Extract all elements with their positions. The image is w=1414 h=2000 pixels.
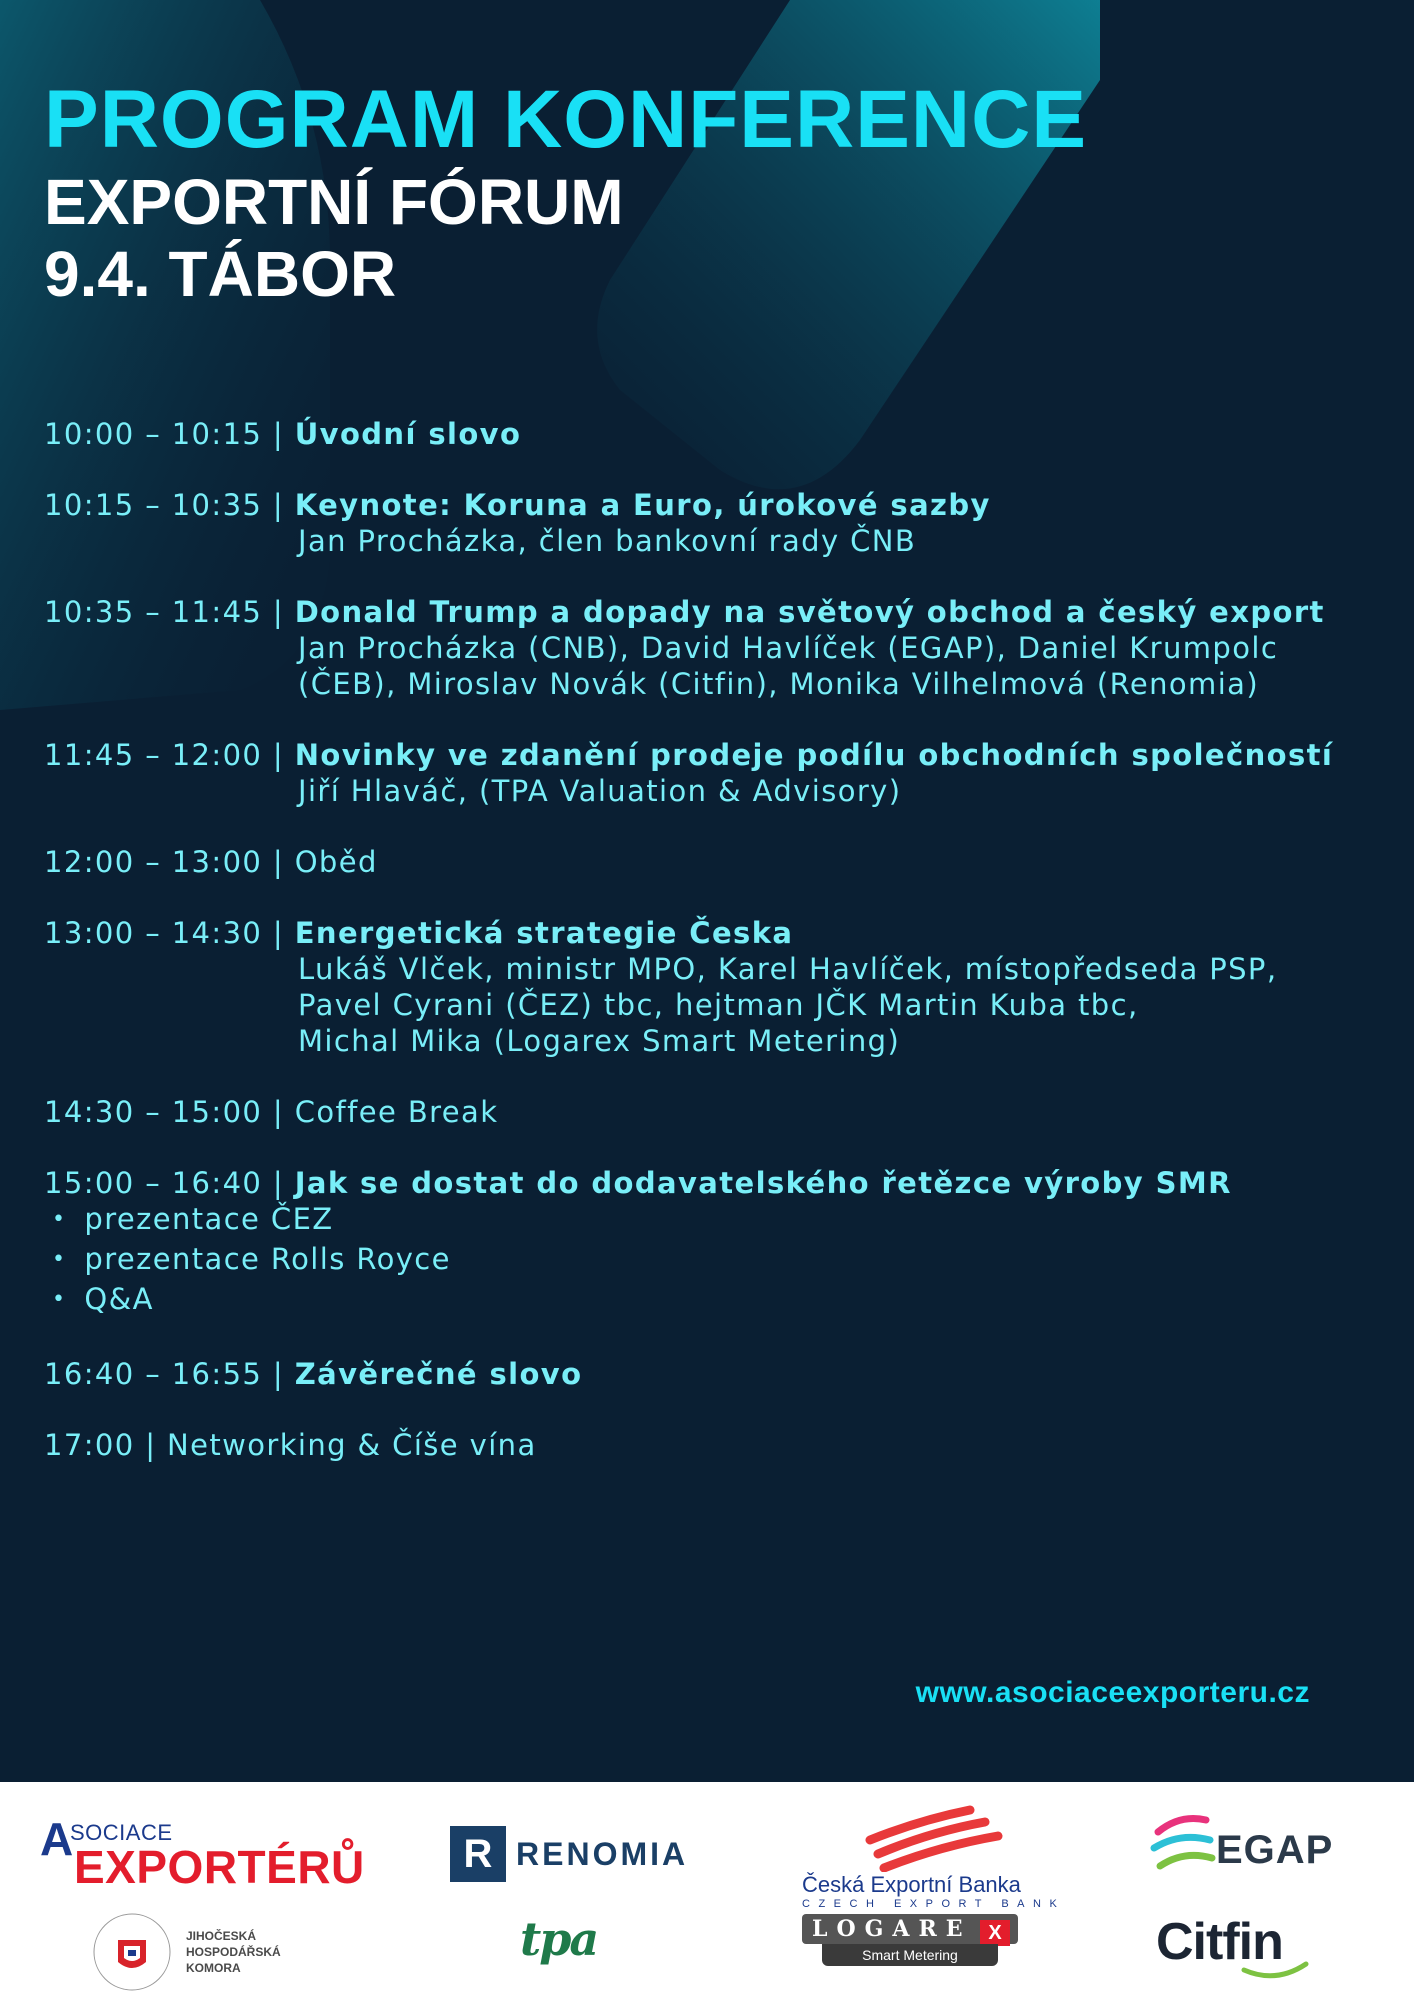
schedule-line bbox=[44, 1165, 1374, 1201]
schedule-speakers: Jiří Hlaváč, (TPA Valuation & Advisory) bbox=[298, 774, 902, 808]
jhk-seal-icon bbox=[90, 1910, 174, 1994]
schedule-line bbox=[44, 737, 1374, 773]
citfin-logo bbox=[1156, 1912, 1336, 1982]
schedule-time: 10:00 – 10:15 | bbox=[44, 417, 285, 451]
schedule-title: Novinky ve zdanění prodeje podílu obchodních společností bbox=[294, 738, 1334, 772]
schedule-line bbox=[44, 416, 1374, 452]
ae-logo-big: EXPORTÉRŮ bbox=[74, 1841, 365, 1893]
schedule-time: 13:00 – 14:30 | bbox=[44, 916, 285, 950]
logarex-text: LOGARE bbox=[802, 1914, 1018, 1944]
asociace-exporteru-logo bbox=[40, 1812, 365, 1902]
ceb-logo bbox=[800, 1800, 1066, 1910]
schedule-title: Energetická strategie Česka bbox=[294, 916, 794, 950]
schedule-item bbox=[44, 1094, 1374, 1130]
logarex-x: X bbox=[980, 1920, 1010, 1946]
schedule-title: Keynote: Koruna a Euro, úrokové sazby bbox=[294, 488, 991, 522]
schedule-item bbox=[44, 594, 1374, 702]
schedule-line bbox=[44, 1427, 1374, 1463]
schedule-speakers: (ČEB), Miroslav Novák (Citfin), Monika Vilhelmová (Renomia) bbox=[298, 667, 1260, 701]
schedule-bullet-list bbox=[44, 1201, 1374, 1321]
schedule-item bbox=[44, 1427, 1374, 1463]
schedule-time: 14:30 – 15:00 | bbox=[44, 1095, 285, 1129]
schedule-speakers: Michal Mika (Logarex Smart Metering) bbox=[298, 1024, 901, 1058]
logarex-logo bbox=[802, 1914, 1022, 1974]
ceb-name: Česká Exportní Banka bbox=[802, 1872, 1021, 1897]
event-name: EXPORTNÍ FÓRUM bbox=[44, 166, 624, 238]
ae-logo-small: SOCIACE bbox=[70, 1820, 173, 1845]
schedule-speakers: Jan Procházka (CNB), David Havlíček (EGAP), Daniel Krumpolc bbox=[298, 631, 1279, 665]
ae-logo-letter: A bbox=[40, 1813, 74, 1865]
website-link[interactable]: www.asociaceexporteru.cz bbox=[915, 1676, 1310, 1709]
schedule-time: 10:15 – 10:35 | bbox=[44, 488, 285, 522]
logarex-subtitle: Smart Metering bbox=[822, 1944, 998, 1966]
citfin-text: Citfin bbox=[1156, 1913, 1283, 1971]
tpa-text: tpa bbox=[520, 1912, 598, 1966]
schedule-time: 11:45 – 12:00 | bbox=[44, 738, 285, 772]
page-title: PROGRAM KONFERENCE bbox=[44, 74, 1088, 165]
schedule-title: Coffee Break bbox=[294, 1095, 499, 1129]
title-block bbox=[44, 74, 1087, 310]
egap-logo bbox=[1150, 1810, 1350, 1890]
schedule-line bbox=[44, 915, 1374, 951]
schedule-line bbox=[44, 487, 1374, 523]
renomia-mark: R bbox=[450, 1826, 506, 1882]
schedule-title: Jak se dostat do dodavatelského řetězce výroby SMR bbox=[294, 1166, 1232, 1200]
schedule-title: Oběd bbox=[294, 845, 378, 879]
event-date-place: 9.4. TÁBOR bbox=[44, 238, 397, 310]
schedule-time: 17:00 | bbox=[44, 1428, 157, 1462]
jhk-text-line: JIHOČESKÁ bbox=[186, 1929, 257, 1943]
jhk-text-line: HOSPODÁŘSKÁ bbox=[186, 1945, 281, 1959]
jhk-logo bbox=[90, 1910, 320, 1994]
sponsor-footer bbox=[0, 1782, 1414, 2000]
ceb-flag-icon bbox=[860, 1800, 1020, 1872]
schedule-time: 12:00 – 13:00 | bbox=[44, 845, 285, 879]
ceb-subtitle: CZECH EXPORT BANK bbox=[802, 1898, 1066, 1910]
schedule-speakers: Jan Procházka, člen bankovní rady ČNB bbox=[298, 524, 917, 558]
schedule-time: 15:00 – 16:40 | bbox=[44, 1166, 285, 1200]
schedule-title: Úvodní slovo bbox=[294, 417, 522, 451]
schedule-time: 16:40 – 16:55 | bbox=[44, 1357, 285, 1391]
schedule-item bbox=[44, 915, 1374, 1059]
egap-mark-icon bbox=[1150, 1810, 1220, 1880]
list-item: • prezentace ČEZ bbox=[52, 1201, 1374, 1241]
schedule-line bbox=[44, 844, 1374, 880]
schedule-speakers: Lukáš Vlček, ministr MPO, Karel Havlíček, místopředseda PSP, bbox=[298, 952, 1278, 986]
schedule-item bbox=[44, 1165, 1374, 1321]
tpa-logo bbox=[520, 1912, 620, 1982]
citfin-swoosh-icon bbox=[1156, 1956, 1316, 1986]
schedule-speakers: Pavel Cyrani (ČEZ) tbc, hejtman JČK Martin Kuba tbc, bbox=[298, 988, 1139, 1022]
renomia-logo bbox=[450, 1826, 690, 1886]
schedule-item bbox=[44, 737, 1374, 809]
schedule-list bbox=[44, 416, 1374, 1498]
schedule-item bbox=[44, 416, 1374, 452]
list-item: • prezentace Rolls Royce bbox=[52, 1241, 1374, 1281]
egap-text: EGAP bbox=[1216, 1828, 1334, 1872]
schedule-item bbox=[44, 844, 1374, 880]
schedule-title: Závěrečné slovo bbox=[294, 1357, 583, 1391]
schedule-title: Networking & Číše vína bbox=[167, 1428, 537, 1462]
jhk-text bbox=[186, 1928, 281, 1976]
jhk-text-line: KOMORA bbox=[186, 1961, 241, 1975]
schedule-time: 10:35 – 11:45 | bbox=[44, 595, 285, 629]
schedule-line bbox=[44, 1094, 1374, 1130]
schedule-title: Donald Trump a dopady na světový obchod a český export bbox=[294, 595, 1325, 629]
list-item: • Q&A bbox=[52, 1281, 1374, 1321]
schedule-line bbox=[44, 594, 1374, 630]
schedule-item bbox=[44, 487, 1374, 559]
schedule-item bbox=[44, 1356, 1374, 1392]
schedule-line bbox=[44, 1356, 1374, 1392]
renomia-text: RENOMIA bbox=[516, 1836, 689, 1872]
